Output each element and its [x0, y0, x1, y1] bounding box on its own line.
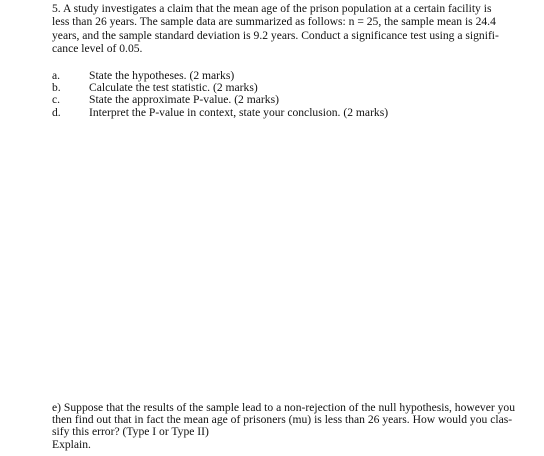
question-line: cance level of 0.05. [52, 42, 143, 56]
question-part-e [52, 402, 540, 451]
part-e-line: e) Suppose that the results of the sample lead to a non-rejection of the null hypothesis, however you [52, 401, 515, 414]
part-d [52, 107, 522, 119]
part-label: a. [52, 69, 61, 82]
question-line: 5. A study investigates a claim that the mean age of the prison population at a certain facility is [52, 2, 492, 15]
question-parts-list [52, 70, 522, 119]
part-e-line: sify this error? (Type I or Type II) [52, 425, 209, 439]
part-label: b. [52, 81, 61, 95]
question-5-statement [52, 2, 534, 56]
part-c [52, 94, 522, 106]
part-label: d. [52, 105, 61, 119]
part-e-line: Explain. [52, 437, 91, 451]
question-line: years, and the sample standard deviation is 9.2 years. Conduct a significance test using a signifi- [52, 28, 499, 42]
question-line: less than 26 years. The sample data are summarized as follows: n = 25, the sample mean is 24.4 [52, 15, 496, 29]
part-text: Interpret the P-value in context, state your conclusion. (2 marks) [89, 105, 389, 119]
part-text: State the hypotheses. (2 marks) [89, 69, 235, 82]
part-text: State the approximate P-value. (2 marks) [89, 93, 279, 107]
part-label: c. [52, 93, 61, 107]
part-e-line: then find out that in fact the mean age of prisoners (mu) is less than 26 years. How would you clas- [52, 413, 513, 427]
part-text: Calculate the test statistic. (2 marks) [89, 81, 258, 95]
